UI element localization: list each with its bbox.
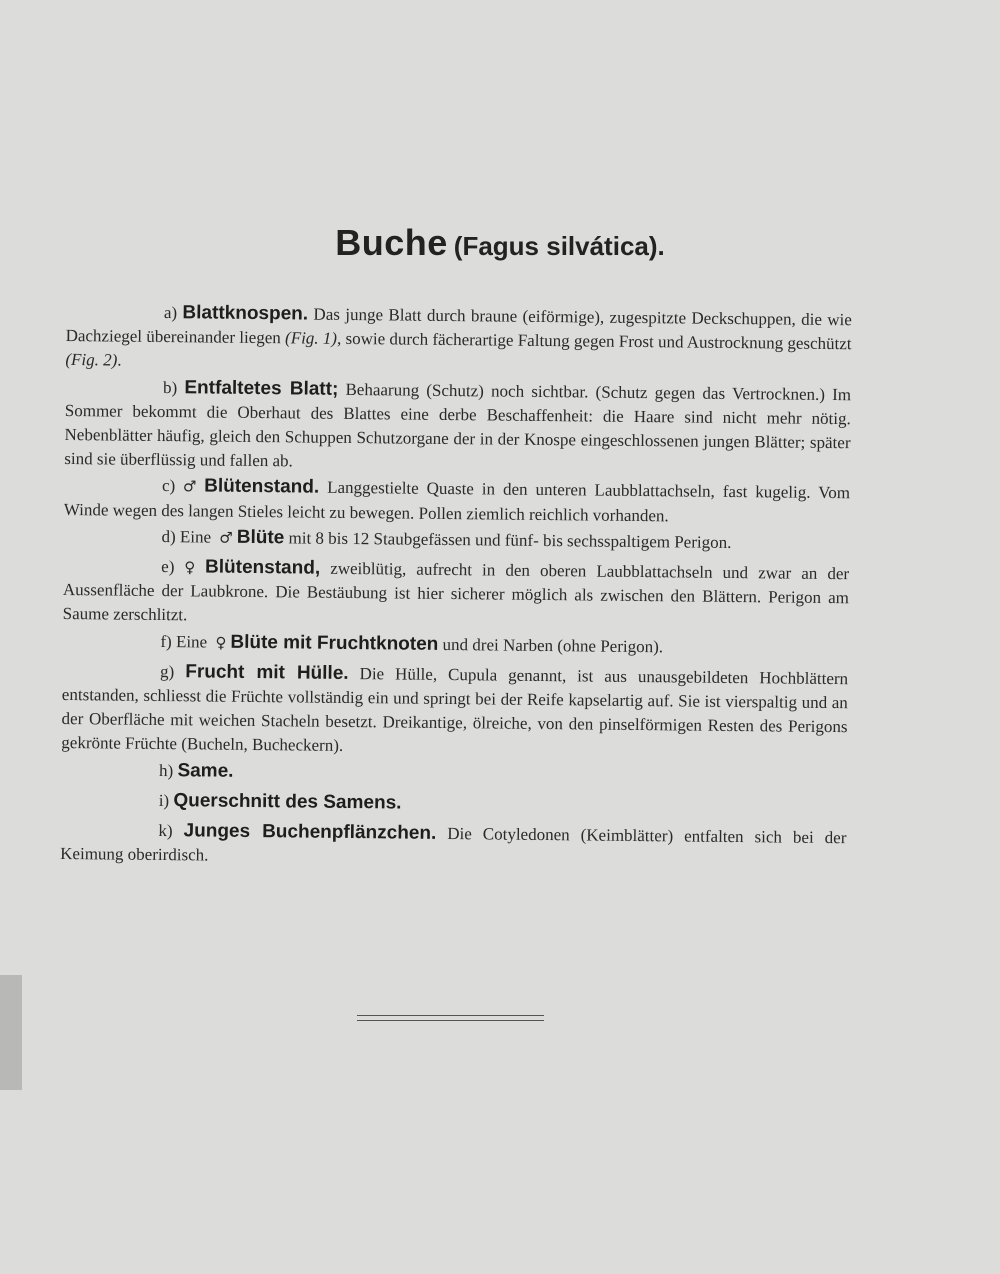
- section-heading: Entfaltetes Blatt;: [184, 376, 339, 400]
- figure-reference: (Fig. 1): [284, 328, 338, 349]
- section-letter: b): [162, 377, 178, 397]
- section-text: Eine: [175, 526, 216, 547]
- section-heading: Junges Buchenpflänzchen.: [183, 820, 437, 844]
- section-a: [65, 300, 852, 381]
- section-letter: h): [158, 760, 174, 780]
- section-text: zweiblütig, aufrecht in den oberen Laubblattachseln und zwar an der Aussenfläche der Laubkrone. Die Bestäubung ist hier sicherer möglich als zwischen den Blättern. Perigon am Saume zerschlitzt.: [62, 558, 850, 625]
- section-letter: a): [163, 303, 178, 323]
- section-text: Die Hülle, Cupula genannt, ist aus unausgebildeten Hochblättern entstanden, schliesst die Früchte vollständig ein und springt bei der Reife kapselartig auf. Sie ist vierspaltig und an der Oberfläche mit weichen Stacheln besetzt. Dreikantige, ölreiche, von den pinselförmigen Resten des Perigons gekrönte Früchte (Bucheln, Bucheckern).: [61, 663, 849, 756]
- section-text: Das junge Blatt durch braune (eiförmige), zugespitzte Deckschuppen, die wie Dachziegel übereinander liegen: [65, 304, 852, 348]
- section-text: Behaarung (Schutz) noch sichtbar. (Schutz gegen das Vertrocknen.) Im Sommer bekommt die Oberhaut des Blattes eine derbe Beschaffenheit: die Haare sind nicht mehr nötig. Nebenblätter häufig, gleich den Schuppen Schutzorgane der in der Knospe eingeschlossenen jungen Blätter; später sind sie überflüssig und fallen ab.: [64, 379, 852, 471]
- section-text: mit 8 bis 12 Staubgefässen und fünf- bis sechsspaltigem Perigon.: [284, 528, 732, 552]
- figure-reference: (Fig. 2): [65, 350, 118, 370]
- section-b: [64, 375, 851, 480]
- female-symbol-icon: ♀: [178, 558, 202, 577]
- section-heading: Blütenstand.: [204, 475, 320, 499]
- section-text: .: [117, 350, 122, 370]
- section-heading: Frucht mit Hülle.: [185, 661, 349, 684]
- section-text: Langgestielte Quaste in den unteren Laubblattachseln, fast kugelig. Vom Winde wegen des langen Stieles leicht zu bewegen. Pollen ziemlich reichlich vorhanden.: [63, 478, 851, 525]
- section-heading: Blüte mit Fruchtknoten: [230, 631, 439, 655]
- section-letter: i): [158, 790, 170, 810]
- section-letter: c): [161, 476, 176, 496]
- section-c: [64, 473, 850, 530]
- section-g: [61, 659, 848, 764]
- female-symbol-icon: ♀: [215, 633, 227, 652]
- male-symbol-icon: ♂: [219, 528, 233, 547]
- section-e: [63, 554, 850, 635]
- section-text: Eine: [171, 631, 212, 652]
- section-heading: Blütenstand,: [204, 556, 321, 579]
- section-text: Die Cotyledonen (Keimblätter) entfalten sich bei der Keimung oberirdisch.: [60, 823, 847, 865]
- section-heading: Querschnitt des Samens.: [173, 790, 402, 814]
- male-symbol-icon: ♂: [179, 477, 201, 496]
- section-k: [60, 818, 846, 875]
- section-text: , sowie durch fächerartige Faltung gegen Frost und Austrocknung geschützt: [336, 329, 852, 354]
- section-letter: g): [160, 661, 175, 681]
- section-text: und drei Narben (ohne Perigon).: [438, 634, 664, 656]
- page-title: [0, 222, 1000, 264]
- section-letter: f): [160, 631, 172, 651]
- section-letter: k): [158, 821, 173, 841]
- title-main: Buche: [335, 222, 448, 263]
- title-subtitle: (Fagus silvática).: [453, 231, 665, 261]
- section-i: [61, 788, 847, 820]
- document-body: [60, 300, 852, 877]
- closing-rule: [357, 1015, 544, 1016]
- closing-rule: [357, 1020, 544, 1021]
- section-letter: e): [161, 557, 175, 577]
- section-heading: Same.: [177, 759, 234, 782]
- section-heading: Blüte: [236, 526, 285, 549]
- section-letter: d): [161, 526, 176, 546]
- section-heading: Blattknospen.: [182, 302, 309, 325]
- page-edge-mark: [0, 975, 22, 1090]
